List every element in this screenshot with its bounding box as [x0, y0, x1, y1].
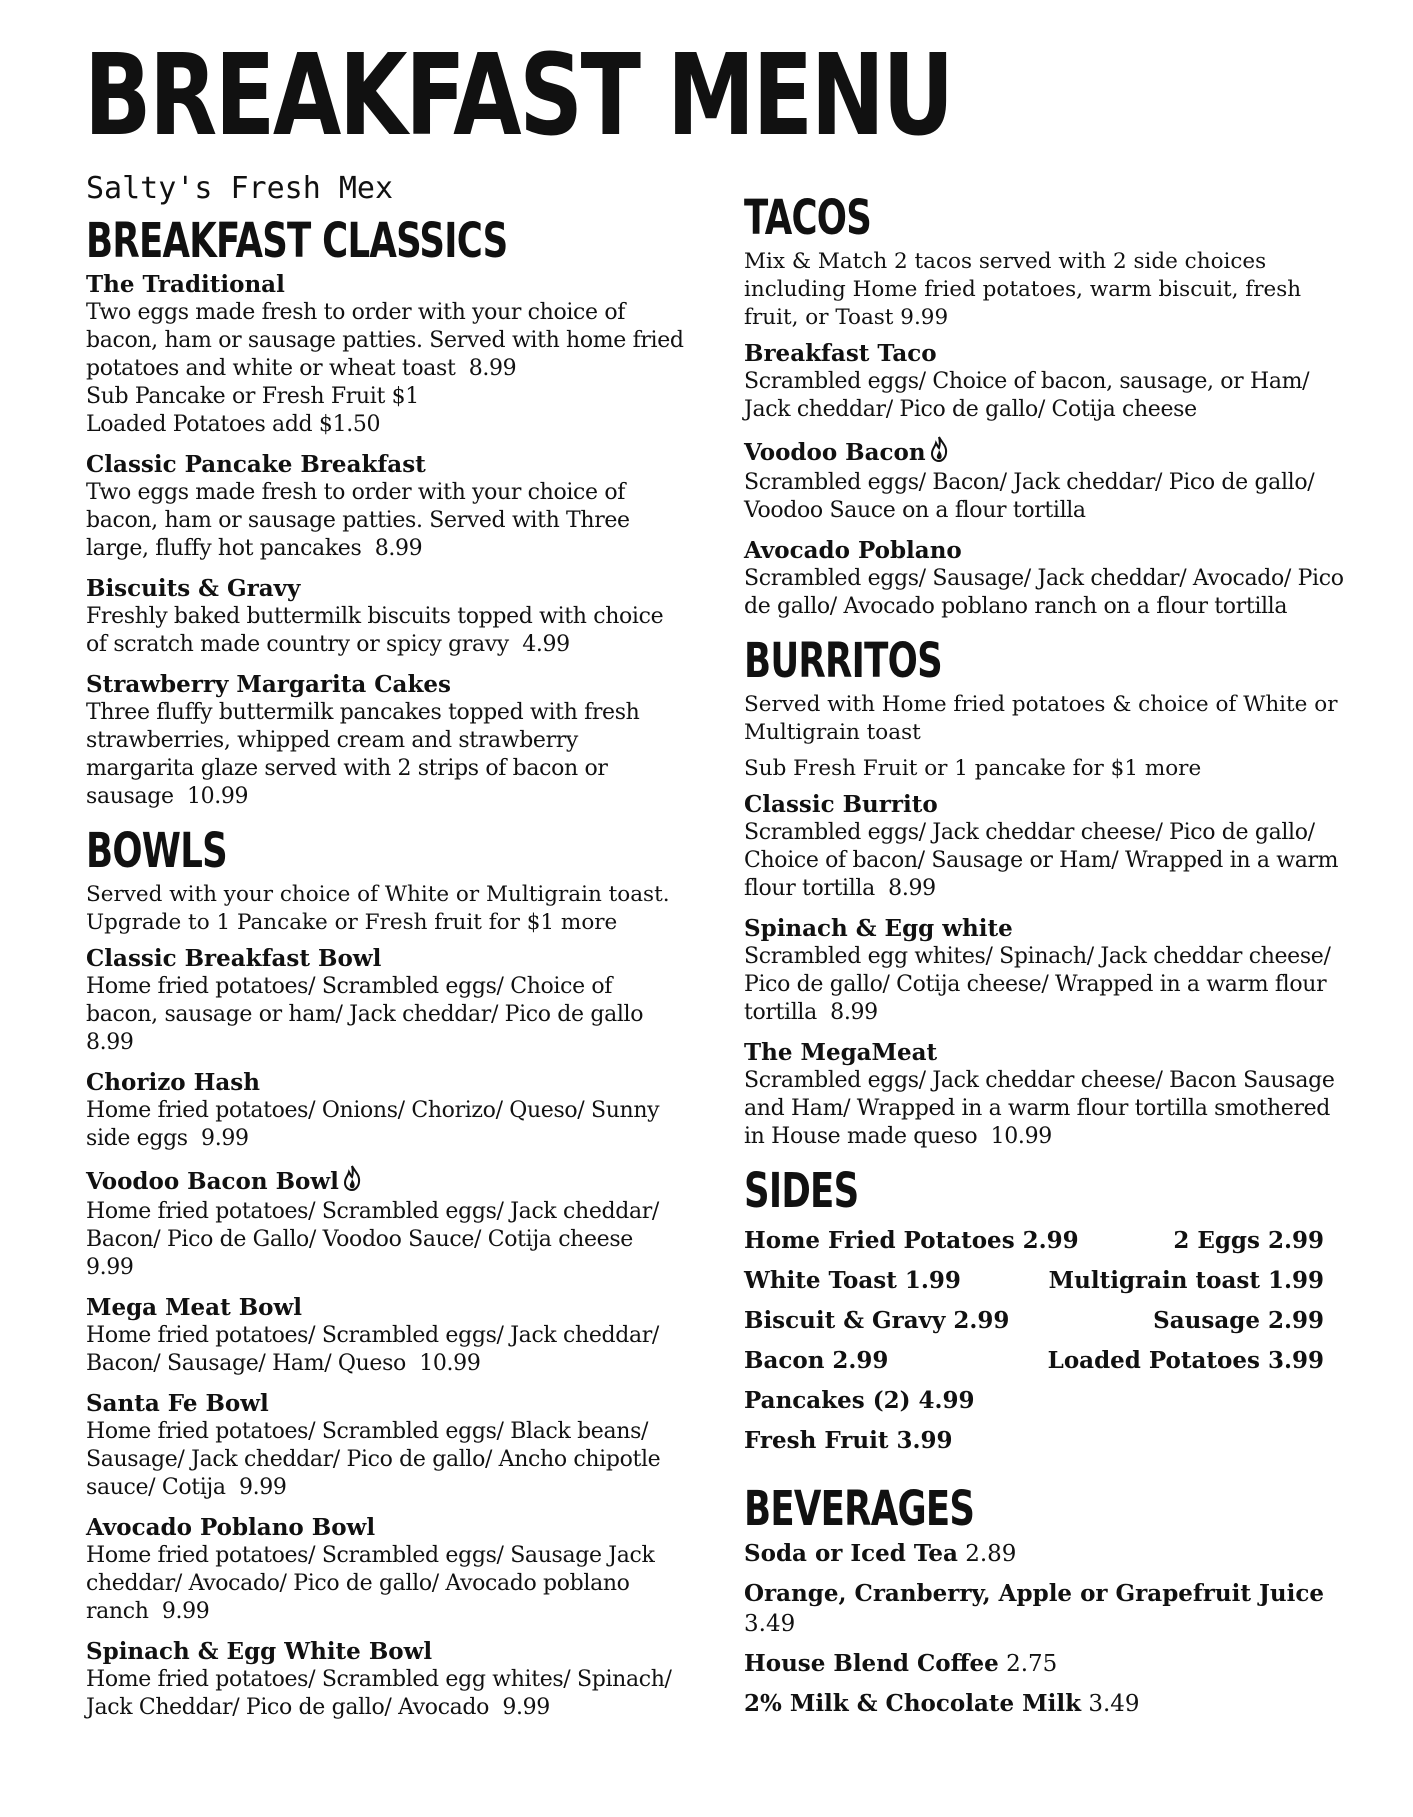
- section-heading: BEVERAGES: [744, 1481, 975, 1537]
- item-description: [86, 1418, 686, 1502]
- item-price: 9.99: [201, 1126, 249, 1151]
- side-item: Sausage 2.99: [1153, 1307, 1324, 1334]
- menu-item: [744, 436, 1344, 525]
- item-desc-text: Home fried potatoes/ Scrambled eggs/ Jack cheddar/ Bacon/ Pico de Gallo/ Voodoo Sauce/ Cotija cheese: [86, 1199, 659, 1252]
- item-price: 8.99: [86, 1030, 134, 1055]
- item-price: 10.99: [186, 784, 249, 809]
- item-desc-text: Scrambled eggs/ Jack cheddar cheese/ Bacon Sausage and Ham/ Wrapped in a warm flour tortilla smothered in House made queso: [744, 1068, 1335, 1149]
- item-desc-text: Home fried potatoes/ Scrambled eggs/ Black beans/ Sausage/ Jack cheddar/ Pico de gallo/ Ancho chipotle sauce/ Cotija: [86, 1419, 661, 1500]
- side-item: Loaded Potatoes 3.99: [1047, 1347, 1324, 1374]
- item-description: [86, 1322, 686, 1378]
- menu-item: [86, 271, 686, 439]
- item-name: Mega Meat Bowl: [86, 1294, 303, 1321]
- menu-item: [86, 1165, 686, 1282]
- item-description: [86, 479, 686, 563]
- side-item: Fresh Fruit 3.99: [744, 1427, 953, 1454]
- beverage-price: 2.75: [1006, 1651, 1058, 1677]
- item-desc-text: Two eggs made fresh to order with your choice of bacon, ham or sausage patties. Served with home fried potatoes and white or wheat toast: [86, 300, 684, 381]
- beverage-item: [744, 1539, 1344, 1569]
- item-description: [86, 1542, 686, 1626]
- item-price: 10.99: [419, 1351, 481, 1376]
- item-name: Avocado Poblano Bowl: [86, 1514, 376, 1541]
- item-name: Breakfast Taco: [744, 340, 937, 367]
- item-name: Voodoo Bacon: [744, 439, 926, 466]
- item-price: 8.99: [830, 1000, 878, 1025]
- item-price: 9.99: [238, 1475, 287, 1500]
- item-desc-text: Two eggs made fresh to order with your choice of bacon, ham or sausage patties. Served with Three large, fluffy hot pancakes: [86, 480, 630, 561]
- beverages-section: [744, 1481, 1344, 1719]
- section-heading: SIDES: [744, 1163, 859, 1219]
- item-desc-text: Home fried potatoes/ Scrambled eggs/ Choice of bacon, sausage or ham/ Jack cheddar/ Pico de gallo: [86, 974, 644, 1027]
- item-desc-text: Home fried potatoes/ Scrambled eggs/ Jack cheddar/ Bacon/ Sausage/ Ham/ Queso: [86, 1323, 659, 1376]
- flame-icon: [930, 436, 948, 469]
- item-name: Santa Fe Bowl: [86, 1390, 269, 1417]
- flame-icon: [343, 1165, 361, 1198]
- sides-row: [744, 1261, 1324, 1301]
- item-name-row: [744, 436, 1344, 469]
- section-note: Served with your choice of White or Multigrain toast. Upgrade to 1 Pancake or Fresh fruit for $1 more: [86, 882, 670, 935]
- beverage-item: [744, 1579, 1344, 1639]
- side-item: 2 Eggs 2.99: [1173, 1227, 1324, 1254]
- tacos-section: [744, 190, 1344, 621]
- item-name: Voodoo Bacon Bowl: [86, 1168, 339, 1195]
- item-desc-text: Home fried potatoes/ Scrambled egg whites/ Spinach/ Jack Cheddar/ Pico de gallo/ Avocado: [86, 1667, 672, 1720]
- section-note: Served with Home fried potatoes & choice of White or Multigrain toast: [744, 692, 1338, 745]
- side-item: Pancakes (2) 4.99: [744, 1387, 975, 1414]
- item-name: Spinach & Egg White Bowl: [86, 1638, 433, 1665]
- item-description: Scrambled eggs/ Choice of bacon, sausage, or Ham/ Jack cheddar/ Pico de gallo/ Cotija cheese: [744, 369, 1310, 422]
- beverage-item: [744, 1689, 1344, 1719]
- item-desc-text: Three fluffy buttermilk pancakes topped with fresh strawberries, whipped cream and strawberry margarita glaze served with 2 strips of bacon or sausage: [86, 700, 640, 809]
- item-price: 10.99: [990, 1124, 1052, 1149]
- menu-item: [744, 537, 1344, 621]
- side-item: Bacon 2.99: [744, 1347, 889, 1374]
- item-description: Scrambled eggs/ Sausage/ Jack cheddar/ Avocado/ Pico de gallo/ Avocado poblano ranch on a flour tortilla: [744, 566, 1344, 619]
- beverage-name: Soda or Iced Tea: [744, 1540, 958, 1567]
- menu-item: [86, 945, 686, 1057]
- item-desc-text: Scrambled egg whites/ Spinach/ Jack cheddar cheese/ Pico de gallo/ Cotija cheese/ Wrapped in a warm flour tortilla: [744, 944, 1331, 1025]
- item-name: Avocado Poblano: [744, 537, 962, 564]
- menu-item: [86, 1390, 686, 1502]
- item-description: [86, 603, 686, 659]
- item-description: [86, 699, 686, 811]
- item-price: 8.99: [374, 536, 423, 561]
- restaurant-name: Salty's Fresh Mex: [86, 171, 394, 206]
- menu-item: [86, 575, 686, 659]
- menu-item: [86, 1638, 686, 1722]
- sides-row: [744, 1421, 1324, 1461]
- menu-item: [86, 671, 686, 811]
- side-item: Multigrain toast 1.99: [1048, 1267, 1324, 1294]
- item-description: [744, 943, 1344, 1027]
- menu-item: [744, 791, 1344, 903]
- item-description: [744, 1067, 1344, 1151]
- left-column: [86, 213, 686, 1734]
- item-description: [86, 1666, 686, 1722]
- section-note: Sub Fresh Fruit or 1 pancake for $1 more: [744, 756, 1202, 781]
- item-extra: Loaded Potatoes add $1.50: [86, 412, 381, 437]
- beverage-name: Orange, Cranberry, Apple or Grapefruit Juice: [744, 1580, 1324, 1607]
- section-note: Mix & Match 2 tacos served with 2 side choices including Home fried potatoes, warm biscuit, fresh fruit, or Toast 9.99: [744, 249, 1302, 330]
- section-heading: BREAKFAST CLASSICS: [86, 213, 508, 269]
- bowls-section: [86, 823, 686, 1722]
- item-price: 9.99: [161, 1599, 210, 1624]
- side-item: White Toast 1.99: [744, 1267, 961, 1294]
- item-desc-text: Freshly baked buttermilk biscuits topped with choice of scratch made country or spicy gravy: [86, 604, 664, 657]
- menu-item: [744, 1039, 1344, 1151]
- item-desc-text: Home fried potatoes/ Scrambled eggs/ Sausage Jack cheddar/ Avocado/ Pico de gallo/ Avocado poblano ranch: [86, 1543, 655, 1624]
- item-name: Spinach & Egg white: [744, 915, 1013, 942]
- item-price: 8.99: [468, 356, 517, 381]
- beverage-price: 3.49: [1088, 1691, 1140, 1717]
- sides-row: [744, 1341, 1324, 1381]
- item-name: Strawberry Margarita Cakes: [86, 671, 451, 698]
- section-heading: BURRITOS: [744, 633, 942, 689]
- item-extra: Sub Pancake or Fresh Fruit $1: [86, 384, 419, 409]
- beverage-item: [744, 1649, 1344, 1679]
- item-price: 4.99: [522, 632, 570, 657]
- sides-section: [744, 1163, 1344, 1461]
- item-description: [86, 299, 686, 439]
- breakfast-classics-section: [86, 213, 686, 811]
- item-name: The Traditional: [86, 271, 285, 298]
- menu-item: [86, 1514, 686, 1626]
- menu-item: [86, 451, 686, 563]
- item-desc-text: Home fried potatoes/ Onions/ Chorizo/ Queso/ Sunny side eggs: [86, 1098, 660, 1151]
- item-description: Scrambled eggs/ Bacon/ Jack cheddar/ Pico de gallo/ Voodoo Sauce on a flour tortilla: [744, 470, 1315, 523]
- right-column: [744, 190, 1344, 1729]
- beverage-price: 2.89: [965, 1541, 1017, 1567]
- menu-item: [86, 1069, 686, 1153]
- burritos-section: [744, 633, 1344, 1151]
- item-name-row: [86, 1165, 686, 1198]
- item-desc-text: Scrambled eggs/ Jack cheddar cheese/ Pico de gallo/ Choice of bacon/ Sausage or Ham/ Wrapped in a warm flour tortilla: [744, 820, 1339, 901]
- beverage-name: 2% Milk & Chocolate Milk: [744, 1690, 1082, 1717]
- side-item: Home Fried Potatoes 2.99: [744, 1227, 1079, 1254]
- sides-row: [744, 1301, 1324, 1341]
- item-description: [86, 1097, 686, 1153]
- menu-item: [86, 1294, 686, 1378]
- sides-list: [744, 1221, 1324, 1461]
- sides-row: [744, 1381, 1324, 1421]
- item-name: Classic Pancake Breakfast: [86, 451, 426, 478]
- beverage-price: 3.49: [744, 1611, 796, 1637]
- section-heading: BOWLS: [86, 823, 227, 879]
- item-description: [86, 973, 686, 1057]
- beverage-name: House Blend Coffee: [744, 1650, 999, 1677]
- section-heading: TACOS: [744, 190, 872, 246]
- item-name: Classic Burrito: [744, 791, 938, 818]
- menu-item: [744, 340, 1344, 424]
- side-item: Biscuit & Gravy 2.99: [744, 1307, 1010, 1334]
- page-title: BREAKFAST MENU: [84, 31, 952, 161]
- menu-item: [744, 915, 1344, 1027]
- item-name: Classic Breakfast Bowl: [86, 945, 382, 972]
- item-name: Biscuits & Gravy: [86, 575, 301, 602]
- item-price: 8.99: [888, 876, 936, 901]
- item-name: Chorizo Hash: [86, 1069, 260, 1096]
- item-name: The MegaMeat: [744, 1039, 938, 1066]
- item-price: 9.99: [86, 1255, 134, 1280]
- item-description: [86, 1198, 686, 1282]
- item-description: [744, 819, 1344, 903]
- sides-row: [744, 1221, 1324, 1261]
- item-price: 9.99: [502, 1695, 550, 1720]
